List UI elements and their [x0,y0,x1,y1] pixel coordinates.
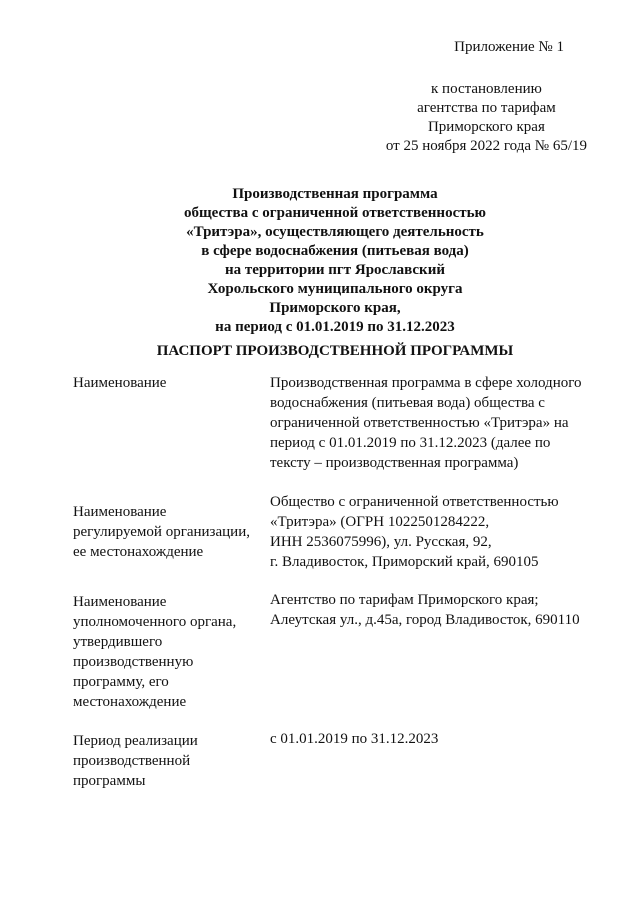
label-line: производственную [73,654,194,670]
passport-heading: ПАСПОРТ ПРОИЗВОДСТВЕННОЙ ПРОГРАММЫ [156,343,514,359]
value-line: Общество с ограниченной ответственностью [270,494,559,510]
value-line: «Тритэра» (ОГРН 1022501284222, [270,514,490,530]
label-line: производственной [73,753,191,769]
label-line: регулируемой организации, [73,524,250,540]
title-line: на период с 01.01.2019 по 31.12.2023 [215,319,455,335]
title-line: Приморского края, [269,300,401,316]
title-line: «Тритэра», осуществляющего деятельность [186,224,484,240]
row-label-organization [73,502,263,562]
label-line: Наименование [73,504,167,520]
program-title [150,185,520,337]
appendix-number: Приложение № 1 [454,39,564,55]
value-line: ограниченной ответственностью «Тритэра» на [270,415,569,431]
title-line: общества с ограниченной ответственностью [184,205,486,221]
row-value-organization [270,492,600,572]
value-line: водоснабжения (питьевая вода) общества с [270,395,545,411]
value-line: с 01.01.2019 по 31.12.2023 [270,731,439,747]
row-label-authority [73,592,263,712]
label-line: Период реализации [73,733,198,749]
row-value-name [270,373,600,473]
label-line: утвердившего [73,634,163,650]
label-line: Наименование [73,375,167,391]
label-line: программу, его [73,674,169,690]
value-line: г. Владивосток, Приморский край, 690105 [270,554,539,570]
value-line: Агентство по тарифам Приморского края; [270,592,539,608]
label-line: местонахождение [73,694,187,710]
row-value-period [270,729,600,749]
row-value-authority [270,590,600,630]
value-line: Алеутская ул., д.45а, город Владивосток, 690110 [270,612,580,628]
label-line: программы [73,773,146,789]
reference-line: агентства по тарифам [417,100,556,116]
value-line: тексту – производственная программа) [270,455,519,471]
row-label-name [73,373,263,393]
title-line: на территории пгт Ярославский [225,262,445,278]
title-line: в сфере водоснабжения (питьевая вода) [201,243,469,259]
title-line: Хорольского муниципального округа [207,281,463,297]
row-label-period [73,731,263,791]
value-line: Производственная программа в сфере холодного [270,375,582,391]
reference-line: к постановлению [431,81,542,97]
title-line: Производственная программа [232,186,438,202]
value-line: ИНН 2536075996), ул. Русская, 92, [270,534,492,550]
label-line: ее местонахождение [73,544,204,560]
label-line: уполномоченного органа, [73,614,237,630]
resolution-reference [386,80,587,156]
reference-line: от 25 ноября 2022 года № 65/19 [385,138,587,154]
reference-line: Приморского края [427,119,545,135]
value-line: период с 01.01.2019 по 31.12.2023 (далее по [270,435,551,451]
label-line: Наименование [73,594,167,610]
